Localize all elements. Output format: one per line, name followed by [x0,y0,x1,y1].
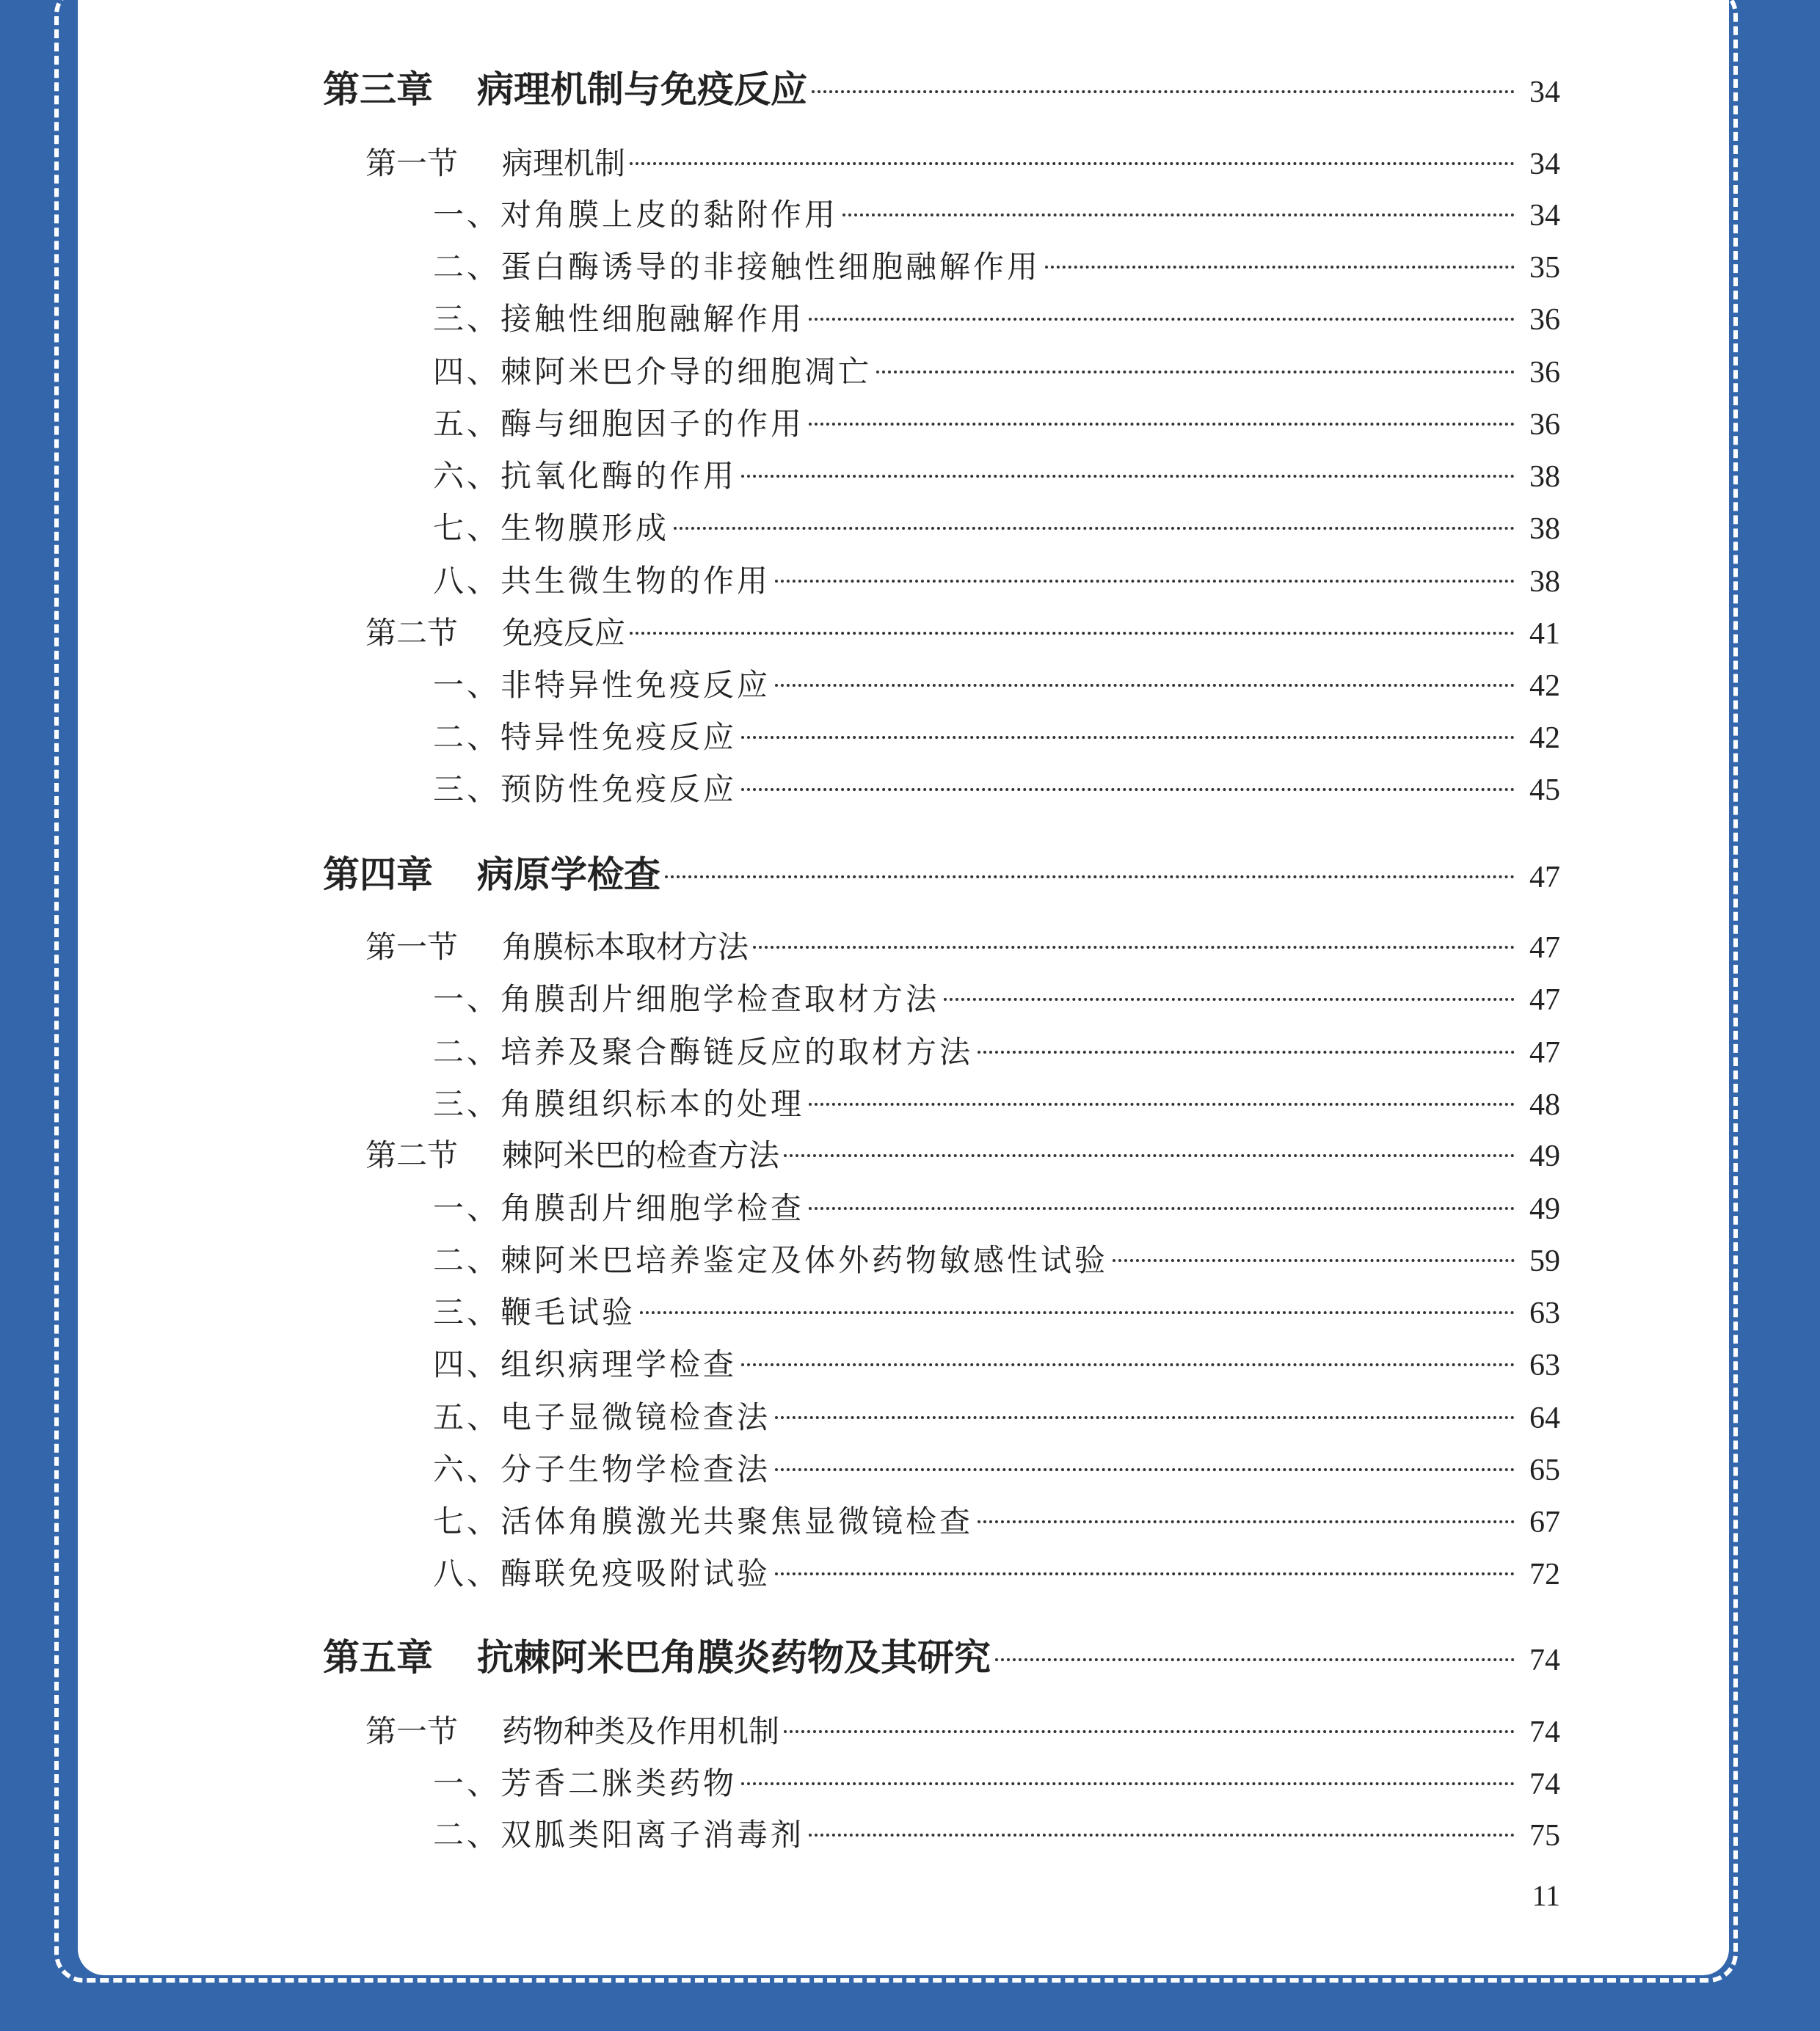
toc-page-ref: 38 [1529,460,1560,494]
toc-item-title: 一、角膜刮片细胞学检查取材方法 [433,981,940,1017]
toc-page-ref: 47 [1529,931,1560,965]
toc-item-entry [433,1445,1560,1489]
toc-item-entry [433,557,1560,601]
toc-section-number: 第一节 [365,929,459,965]
toc-item-title: 四、棘阿米巴介导的细胞凋亡 [433,354,873,390]
toc-chapter-title: 病理机制与免疫反应 [477,68,807,111]
toc-item-entry [433,1760,1560,1804]
toc-section-entry [365,1131,1560,1175]
toc-item-title: 一、非特异性免疫反应 [433,667,771,703]
dot-leader [809,318,1515,321]
dot-leader [741,736,1515,739]
toc-item-title: 八、酶联免疫吸附试验 [433,1556,771,1591]
dot-leader [630,632,1515,635]
toc-page-ref: 34 [1529,76,1560,109]
dot-leader [978,1051,1515,1054]
dot-leader [784,1154,1515,1157]
toc-item-entry [433,348,1560,392]
dot-leader [809,423,1515,426]
toc-page-ref: 72 [1529,1558,1560,1591]
toc-item-entry [433,1288,1560,1332]
toc-page-ref: 63 [1529,1349,1560,1382]
toc-page [78,0,1729,1975]
toc-page-ref: 49 [1529,1192,1560,1226]
toc-page-ref: 74 [1529,1768,1560,1801]
dot-leader [1113,1259,1515,1262]
toc-chapter-number: 第五章 [323,1636,433,1679]
toc-page-ref: 63 [1529,1297,1560,1330]
toc-item-entry [433,1811,1560,1855]
dot-leader [753,946,1515,949]
toc-page-ref: 48 [1529,1088,1560,1122]
dot-leader [665,875,1515,878]
toc-item-entry [433,243,1560,287]
toc-item-title: 二、蛋白酶诱导的非接触性细胞融解作用 [433,249,1041,285]
toc-item-entry [433,1080,1560,1124]
toc-page-ref: 41 [1529,617,1560,651]
toc-item-title: 二、特异性免疫反应 [433,719,738,755]
dot-leader [809,1207,1515,1210]
toc-item-entry [433,1341,1560,1385]
toc-item-entry [433,975,1560,1019]
dot-leader [876,371,1515,373]
toc-section-entry [365,609,1560,653]
toc-page-ref: 36 [1529,408,1560,442]
toc-chapter-entry [323,1628,1560,1681]
toc-section-number: 第一节 [365,1713,459,1749]
toc-chapter-title: 抗棘阿米巴角膜炎药物及其研究 [477,1636,991,1679]
toc-item-entry [433,452,1560,496]
toc-section-number: 第一节 [365,145,459,181]
toc-item-entry [433,1236,1560,1280]
toc-section-title: 病理机制 [502,145,626,181]
dot-leader [784,1730,1515,1733]
dot-leader [775,684,1515,687]
toc-item-title: 三、接触性细胞融解作用 [433,301,805,337]
toc-item-title: 四、组织病理学检查 [433,1346,738,1382]
dot-leader [741,1782,1515,1785]
dot-leader [812,90,1515,93]
toc-item-title: 二、培养及聚合酶链反应的取材方法 [433,1034,974,1070]
dot-leader [1045,266,1515,269]
toc-page-ref: 35 [1529,251,1560,285]
toc-page-ref: 64 [1529,1401,1560,1435]
dot-leader [775,580,1515,583]
dot-leader [741,1363,1515,1366]
toc-page-ref: 38 [1529,565,1560,599]
toc-page-ref: 42 [1529,669,1560,703]
toc-item-title: 五、电子显微镜检查法 [433,1399,771,1435]
toc-item-title: 二、双胍类阳离子消毒剂 [433,1817,805,1853]
dot-leader [775,1572,1515,1575]
toc-section-number: 第二节 [365,615,459,651]
toc-item-title: 八、共生微生物的作用 [433,563,771,599]
toc-item-entry [433,765,1560,809]
dot-leader [978,1520,1515,1523]
toc-page-ref: 34 [1529,199,1560,233]
toc-section-title: 药物种类及作用机制 [502,1713,780,1749]
toc-item-entry [433,1184,1560,1228]
toc-item-title: 三、角膜组织标本的处理 [433,1086,805,1122]
toc-page-ref: 38 [1529,512,1560,546]
toc-page-ref: 36 [1529,356,1560,390]
toc-page-ref: 36 [1529,303,1560,337]
table-of-contents [78,0,1729,1975]
toc-item-title: 二、棘阿米巴培养鉴定及体外药物敏感性试验 [433,1242,1109,1278]
toc-chapter-number: 第三章 [323,68,433,111]
toc-section-entry [365,923,1560,967]
toc-page-ref: 74 [1529,1644,1560,1677]
toc-chapter-title: 病原学检查 [477,853,660,896]
toc-chapter-entry [323,60,1560,113]
toc-page-ref: 75 [1529,1819,1560,1853]
toc-page-ref: 47 [1529,983,1560,1017]
toc-page-ref: 47 [1529,861,1560,894]
toc-item-title: 一、对角膜上皮的黏附作用 [433,197,839,233]
toc-item-entry [433,400,1560,444]
toc-item-title: 七、生物膜形成 [433,510,670,546]
dot-leader [944,998,1515,1001]
dot-leader [809,1834,1515,1837]
dot-leader [775,1468,1515,1471]
dot-leader [842,214,1515,216]
toc-item-entry [433,713,1560,757]
dot-leader [809,1103,1515,1106]
toc-section-entry [365,139,1560,183]
toc-item-entry [433,1550,1560,1594]
toc-item-title: 七、活体角膜激光共聚焦显微镜检查 [433,1503,974,1539]
toc-item-title: 一、角膜刮片细胞学检查 [433,1190,805,1226]
toc-item-entry [433,295,1560,339]
toc-item-title: 一、芳香二脒类药物 [433,1765,738,1801]
toc-item-title: 五、酶与细胞因子的作用 [433,406,805,442]
toc-page-ref: 65 [1529,1454,1560,1487]
toc-item-title: 三、预防性免疫反应 [433,771,738,807]
toc-page-ref: 47 [1529,1036,1560,1070]
toc-item-entry [433,191,1560,235]
toc-item-title: 六、抗氧化酶的作用 [433,458,738,494]
page-number: 11 [1532,1879,1560,1912]
toc-page-ref: 42 [1529,721,1560,755]
toc-section-title: 免疫反应 [502,615,626,651]
toc-page-ref: 74 [1529,1715,1560,1749]
toc-item-title: 三、鞭毛试验 [433,1294,636,1330]
toc-page-ref: 59 [1529,1244,1560,1278]
toc-item-entry [433,504,1560,548]
dot-leader [630,162,1515,165]
toc-chapter-entry [323,845,1560,898]
dot-leader [640,1311,1515,1314]
toc-item-entry [433,1498,1560,1542]
toc-section-entry [365,1707,1560,1751]
toc-item-title: 六、分子生物学检查法 [433,1451,771,1487]
toc-page-ref: 49 [1529,1140,1560,1173]
toc-section-number: 第二节 [365,1137,459,1173]
toc-chapter-number: 第四章 [323,853,433,896]
dot-leader [995,1658,1515,1661]
dot-leader [741,788,1515,791]
toc-item-entry [433,1028,1560,1072]
dot-leader [775,1416,1515,1419]
toc-page-ref: 34 [1529,147,1560,181]
dot-leader [741,475,1515,478]
toc-page-ref: 67 [1529,1506,1560,1539]
toc-section-title: 棘阿米巴的检查方法 [502,1137,780,1173]
toc-page-ref: 45 [1529,773,1560,807]
toc-item-entry [433,661,1560,705]
toc-section-title: 角膜标本取材方法 [502,929,749,965]
toc-item-entry [433,1393,1560,1437]
dot-leader [674,527,1515,530]
